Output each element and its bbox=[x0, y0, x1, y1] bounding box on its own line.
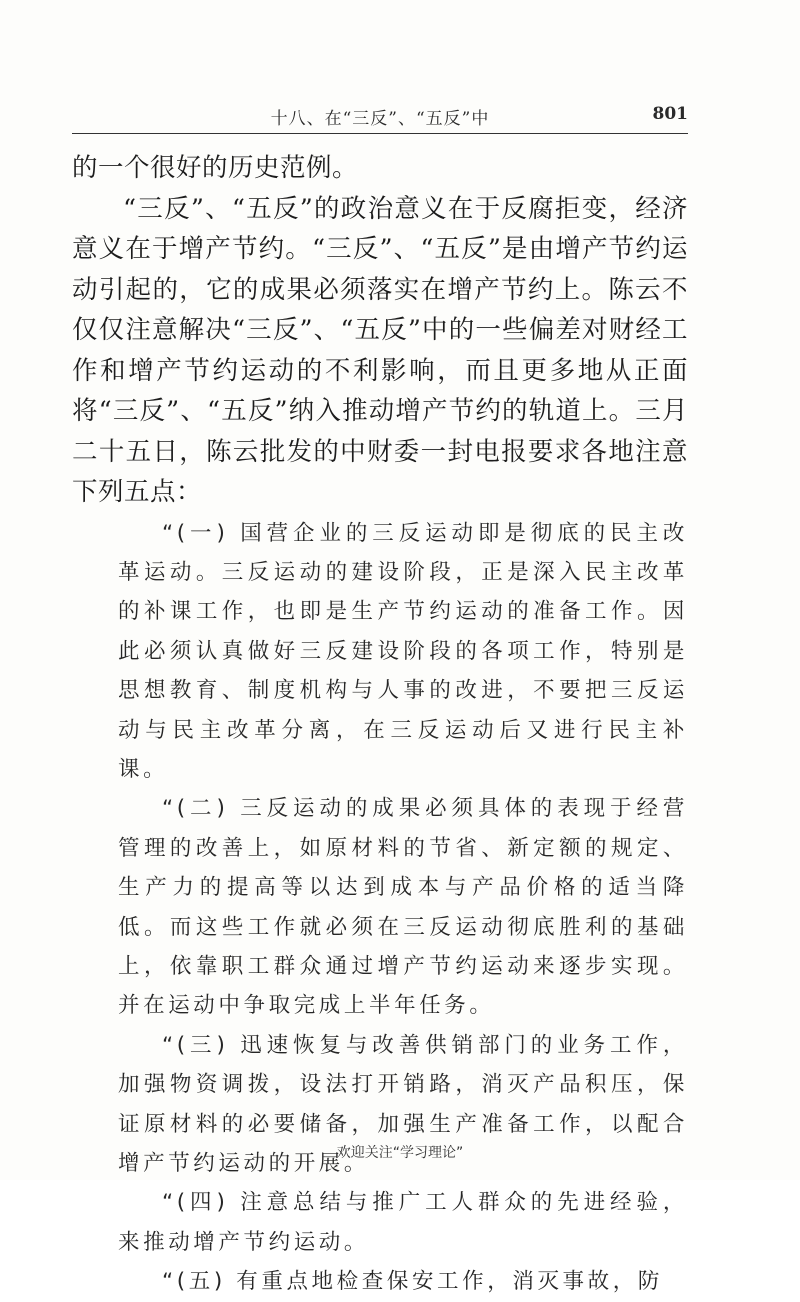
telegram-quote-block bbox=[72, 514, 688, 1302]
quote-point-4: “(四) 注意总结与推广工人群众的先进经验，来推动增产节约运动。 bbox=[118, 1190, 688, 1255]
running-header bbox=[72, 102, 688, 132]
footer-watermark: 欢迎关注“学习理论” bbox=[336, 1145, 464, 1161]
page-number: 801 bbox=[652, 104, 688, 124]
running-title: 十八、在“三反”、“五反”中 bbox=[270, 109, 490, 129]
paragraph-continuation: 的一个很好的历史范例。 bbox=[72, 153, 359, 183]
quote-point-2: “(二) 三反运动的成果必须具体的表现于经营管理的改善上，如原材料的节省、新定额的规定、生产力的提高等以达到成本与产品价格的适当降低。而这些工作就必须在三反运动彻底胜利的基础上，依靠职工群众通过增产节约运动来逐步实现。并在运动中争取完成上半年任务。 bbox=[118, 796, 688, 1019]
quote-point-5: “(五) 有重点地检查保安工作，消灭事故，防 bbox=[162, 1269, 663, 1295]
quote-point-1: “(一) 国营企业的三反运动即是彻底的民主改革运动。三反运动的建设阶段，正是深入民主改革的补课工作，也即是生产节约运动的准备工作。因此必须认真做好三反建设阶段的各项工作，特别是思想教育、制度机构与人事的改进，不要把三反运动与民主改革分离，在三反运动后又进行民主补课。 bbox=[118, 520, 688, 782]
header-rule bbox=[72, 133, 688, 134]
quote-point-3: “(三) 迅速恢复与改善供销部门的业务工作，加强物资调拨，设法打开销路，消灭产品积压，保证原材料的必要储备，加强生产准备工作，以配合增产节约运动的开展。 bbox=[118, 1032, 688, 1176]
paragraph-main: “三反”、“五反”的政治意义在于反腐拒变，经济意义在于增产节约。“三反”、“五反”是由增产节约运动引起的，它的成果必须落实在增产节约上。陈云不仅仅注意解决“三反”、“五反”中的一些偏差对财经工作和增产节约运动的不利影响，而且更多地从正面将“三反”、“五反”纳入推动增产节约的轨道上。三月二十五日，陈云批发的中财委一封电报要求各地注意下列五点： bbox=[72, 193, 688, 507]
body-text bbox=[72, 148, 688, 1302]
